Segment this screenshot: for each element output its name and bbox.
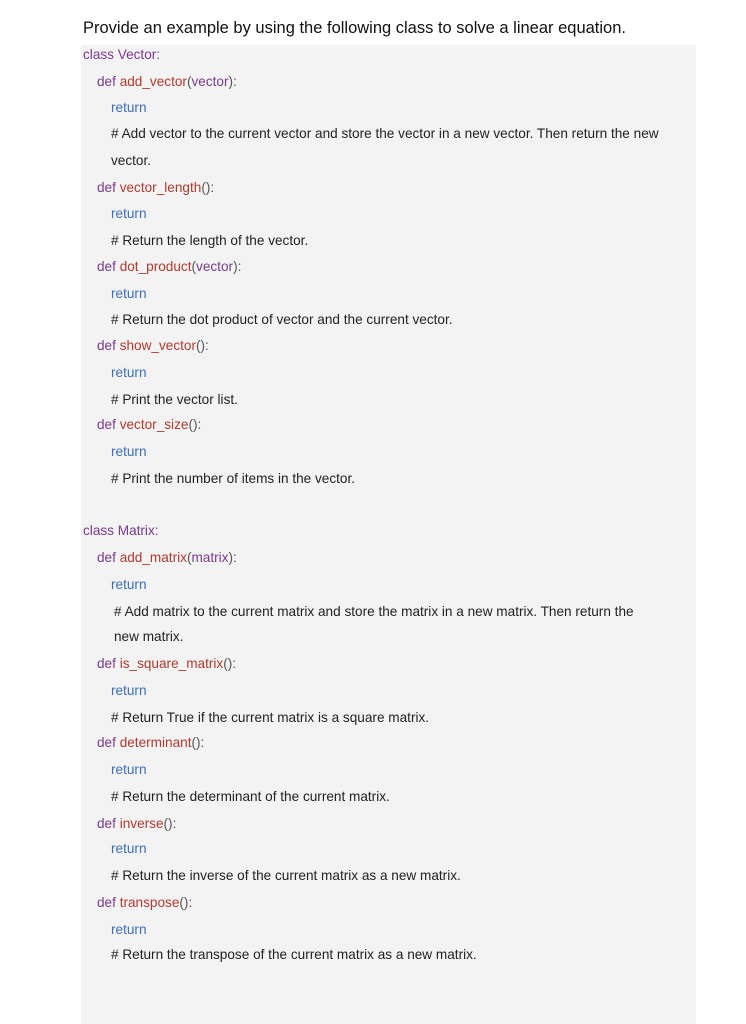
comment-add-matrix: # Add matrix to the current matrix and store the matrix in a new matrix. Then return the (114, 604, 634, 619)
method-name: dot_product (119, 259, 192, 274)
method-name: transpose (119, 895, 180, 910)
punct: (): (223, 656, 237, 671)
def-keyword: def (97, 735, 116, 750)
return-statement: return (111, 206, 147, 221)
method-signature-vector-length (97, 179, 214, 197)
method-signature-add-matrix (97, 549, 237, 567)
comment-add-vector-continued: vector. (111, 153, 152, 168)
punct: ): (228, 74, 237, 89)
def-keyword: def (97, 338, 116, 353)
method-name: add_vector (119, 74, 187, 89)
def-keyword: def (97, 550, 116, 565)
matrix-class-header: class Matrix: (83, 523, 159, 538)
def-keyword: def (97, 417, 116, 432)
comment-inverse: # Return the inverse of the current matrix as a new matrix. (111, 868, 461, 883)
punct: (): (201, 180, 215, 195)
return-statement: return (111, 286, 147, 301)
punct: ): (233, 259, 242, 274)
def-keyword: def (97, 895, 116, 910)
param: matrix (191, 550, 229, 565)
return-statement: return (111, 444, 147, 459)
vector-class-header: class Vector: (83, 47, 161, 62)
method-name: determinant (119, 735, 192, 750)
punct: (): (188, 417, 202, 432)
punct: ): (228, 550, 237, 565)
return-statement: return (111, 762, 147, 777)
return-statement: return (111, 922, 147, 937)
question-text: Provide an example by using the following class to solve a linear equation. (83, 19, 626, 37)
comment-vector-length: # Return the length of the vector. (111, 233, 309, 248)
method-name: vector_size (119, 417, 189, 432)
comment-determinant: # Return the determinant of the current matrix. (111, 789, 390, 804)
return-statement: return (111, 100, 147, 115)
param: vector (191, 74, 229, 89)
return-statement: return (111, 577, 147, 592)
punct: (): (196, 338, 209, 353)
comment-add-matrix-continued: new matrix. (114, 629, 184, 644)
method-name: inverse (119, 816, 164, 831)
punct: (): (163, 816, 177, 831)
method-signature-vector-size (97, 416, 201, 434)
comment-is-square-matrix: # Return True if the current matrix is a square matrix. (111, 710, 430, 725)
punct: ( (186, 74, 192, 89)
comment-add-vector: # Add vector to the current vector and store the vector in a new vector. Then return the new (111, 126, 659, 141)
punct: (): (179, 895, 193, 910)
method-signature-is-square-matrix (97, 655, 236, 673)
method-name: add_matrix (119, 550, 187, 565)
def-keyword: def (97, 259, 116, 274)
def-keyword: def (97, 816, 116, 831)
return-statement: return (111, 365, 147, 380)
return-statement: return (111, 841, 147, 856)
method-name: vector_length (119, 180, 202, 195)
comment-show-vector: # Print the vector list. (111, 392, 238, 407)
method-signature-add-vector (97, 73, 237, 91)
punct: (): (191, 735, 205, 750)
param: vector (196, 259, 234, 274)
def-keyword: def (97, 656, 116, 671)
method-signature-determinant (97, 734, 204, 752)
punct: ( (191, 259, 197, 274)
method-name: show_vector (119, 338, 196, 353)
def-keyword: def (97, 180, 116, 195)
method-name: is_square_matrix (119, 656, 224, 671)
punct: ( (186, 550, 192, 565)
def-keyword: def (97, 74, 116, 89)
method-signature-inverse (97, 815, 176, 833)
comment-vector-size: # Print the number of items in the vector. (111, 471, 356, 486)
method-signature-show-vector (97, 337, 209, 355)
comment-transpose: # Return the transpose of the current matrix as a new matrix. (111, 947, 477, 962)
method-signature-dot-product (97, 258, 241, 276)
return-statement: return (111, 683, 147, 698)
method-signature-transpose (97, 894, 192, 912)
comment-dot-product: # Return the dot product of vector and the current vector. (111, 312, 453, 327)
